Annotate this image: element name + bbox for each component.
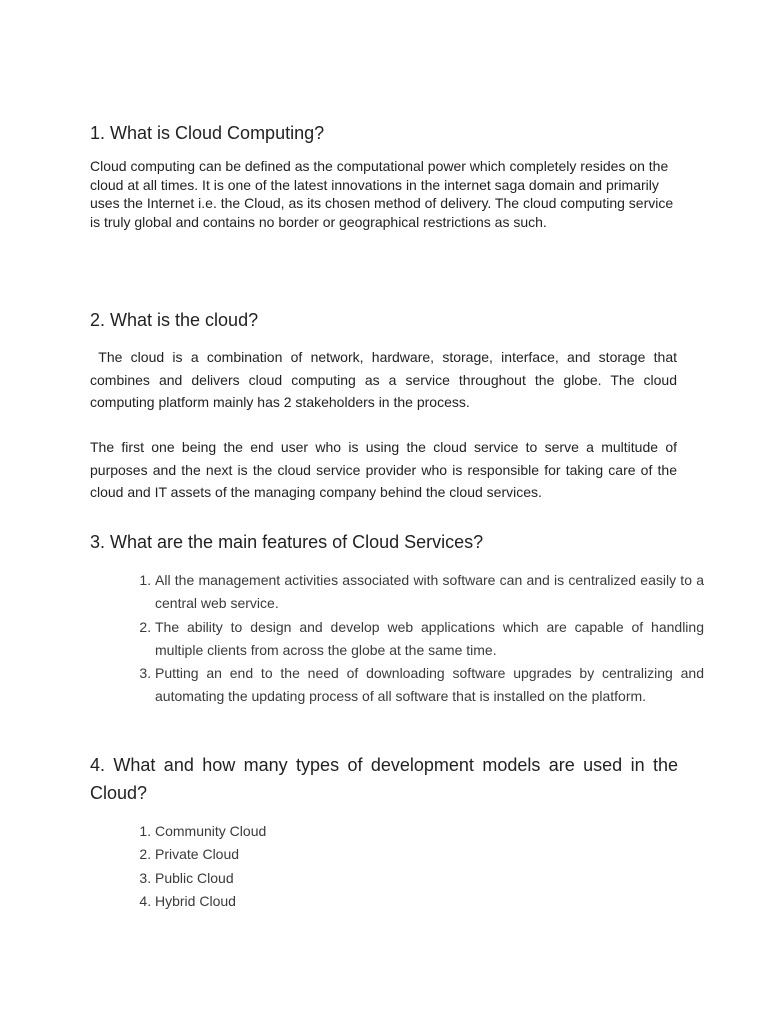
list-item: 1. All the management activities associated with software can and is centralized easily to a central web service. bbox=[155, 569, 704, 616]
section-2-paragraph-2: The first one being the end user who is using the cloud service to serve a multitude of purposes and the next is the cloud service provider who is responsible for taking care of the cloud and IT assets of the managing company behind the cloud services. bbox=[90, 439, 677, 501]
section-3-heading: 3. What are the main features of Cloud Services? bbox=[90, 532, 484, 552]
list-item: 1. Community Cloud bbox=[155, 820, 704, 843]
section-2-paragraph-1: The cloud is a combination of network, hardware, storage, interface, and storage that combines and delivers cloud computing as a service throughout the globe. The cloud computing platform mainly has 2 stakeholders in the process. bbox=[90, 349, 681, 411]
section-1-paragraph: Cloud computing can be defined as the computational power which completely resides on the cloud at all times. It is one of the latest innovations in the internet saga domain and primarily uses the Internet i.e. the Cloud, as its chosen method of delivery. The cloud computing service is truly global and contains no border or geographical restrictions as such. bbox=[90, 158, 674, 230]
section-2-heading: 2. What is the cloud? bbox=[90, 310, 259, 330]
list-item: 4. Hybrid Cloud bbox=[155, 890, 704, 913]
list-item: 3. Public Cloud bbox=[155, 867, 704, 890]
list-item: 3. Putting an end to the need of downloading software upgrades by centralizing and automating the updating process of all software that is installed on the platform. bbox=[155, 662, 704, 709]
section-4-heading: 4. What and how many types of development models are used in the Cloud? bbox=[90, 755, 678, 803]
features-list bbox=[129, 569, 704, 709]
deployment-models-list bbox=[129, 820, 704, 913]
section-1-heading: 1. What is Cloud Computing? bbox=[90, 123, 325, 143]
list-item: 2. The ability to design and develop web applications which are capable of handling multiple clients from across the globe at the same time. bbox=[155, 616, 704, 663]
list-item: 2. Private Cloud bbox=[155, 843, 704, 866]
